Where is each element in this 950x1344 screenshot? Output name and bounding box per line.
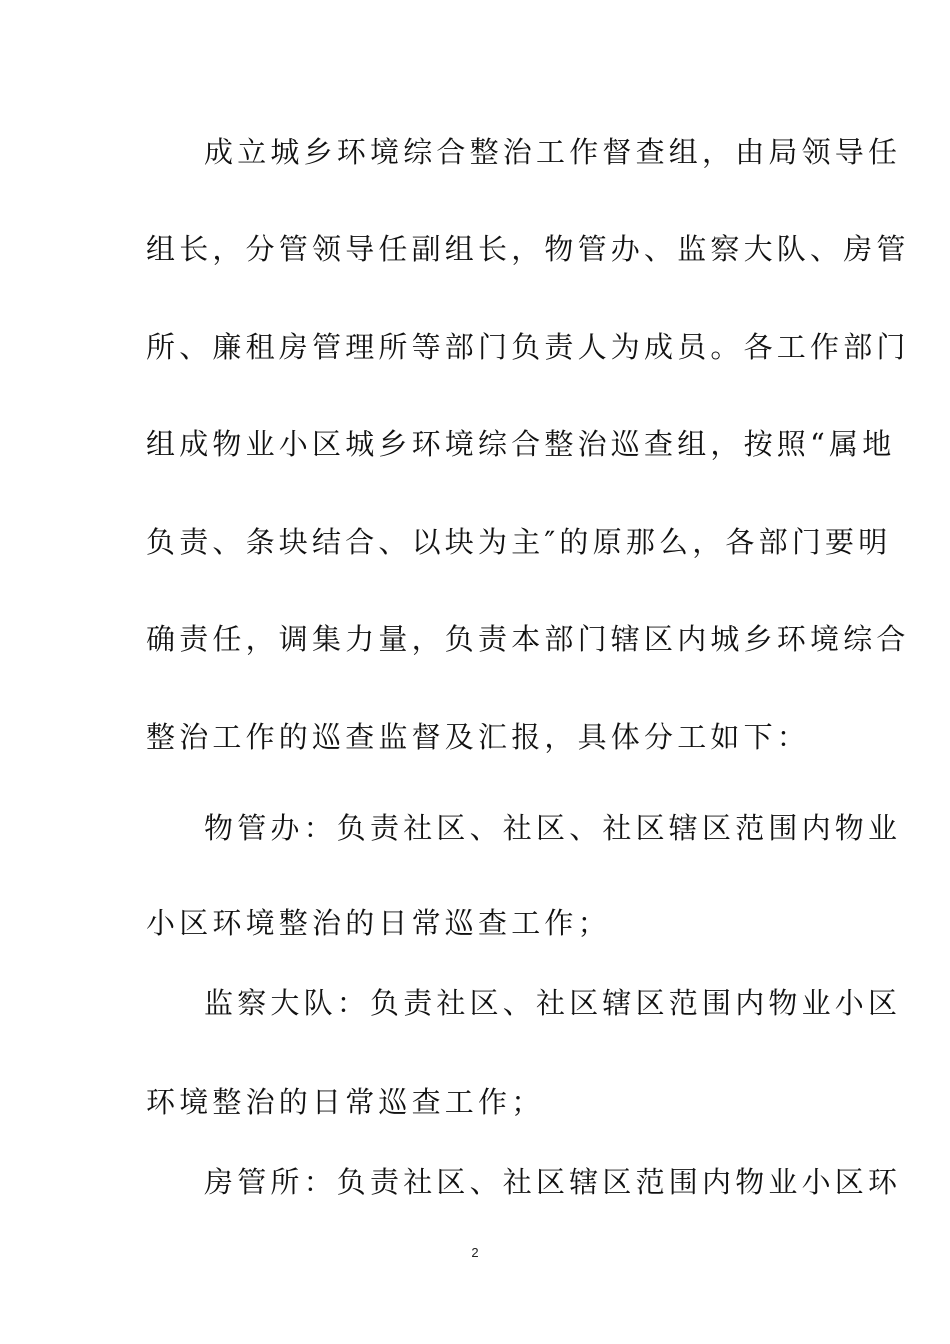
text-line-1: 成立城乡环境综合整治工作督查组，由局领导任 — [204, 135, 902, 169]
text-line-11: 环境整治的日常巡查工作； — [146, 1085, 545, 1119]
text-line-4: 组成物业小区城乡环境综合整治巡查组，按照“属地 — [146, 427, 896, 461]
text-line-3: 所、廉租房管理所等部门负责人为成员。各工作部门 — [146, 330, 910, 364]
text-line-10: 监察大队：负责社区、社区辖区范围内物业小区 — [204, 986, 902, 1020]
text-line-7: 整治工作的巡查监督及汇报，具体分工如下： — [146, 720, 811, 754]
page-number: 2 — [471, 1245, 479, 1260]
text-line-12: 房管所：负责社区、社区辖区范围内物业小区环 — [204, 1165, 902, 1199]
text-line-5: 负责、条块结合、以块为主″的原那么，各部门要明 — [146, 525, 892, 559]
text-line-9: 小区环境整治的日常巡查工作； — [146, 906, 611, 940]
text-line-2: 组长，分管领导任副组长，物管办、监察大队、房管 — [146, 232, 910, 266]
text-line-8: 物管办：负责社区、社区、社区辖区范围内物业 — [204, 811, 902, 845]
text-line-6: 确责任，调集力量，负责本部门辖区内城乡环境综合 — [146, 622, 910, 656]
